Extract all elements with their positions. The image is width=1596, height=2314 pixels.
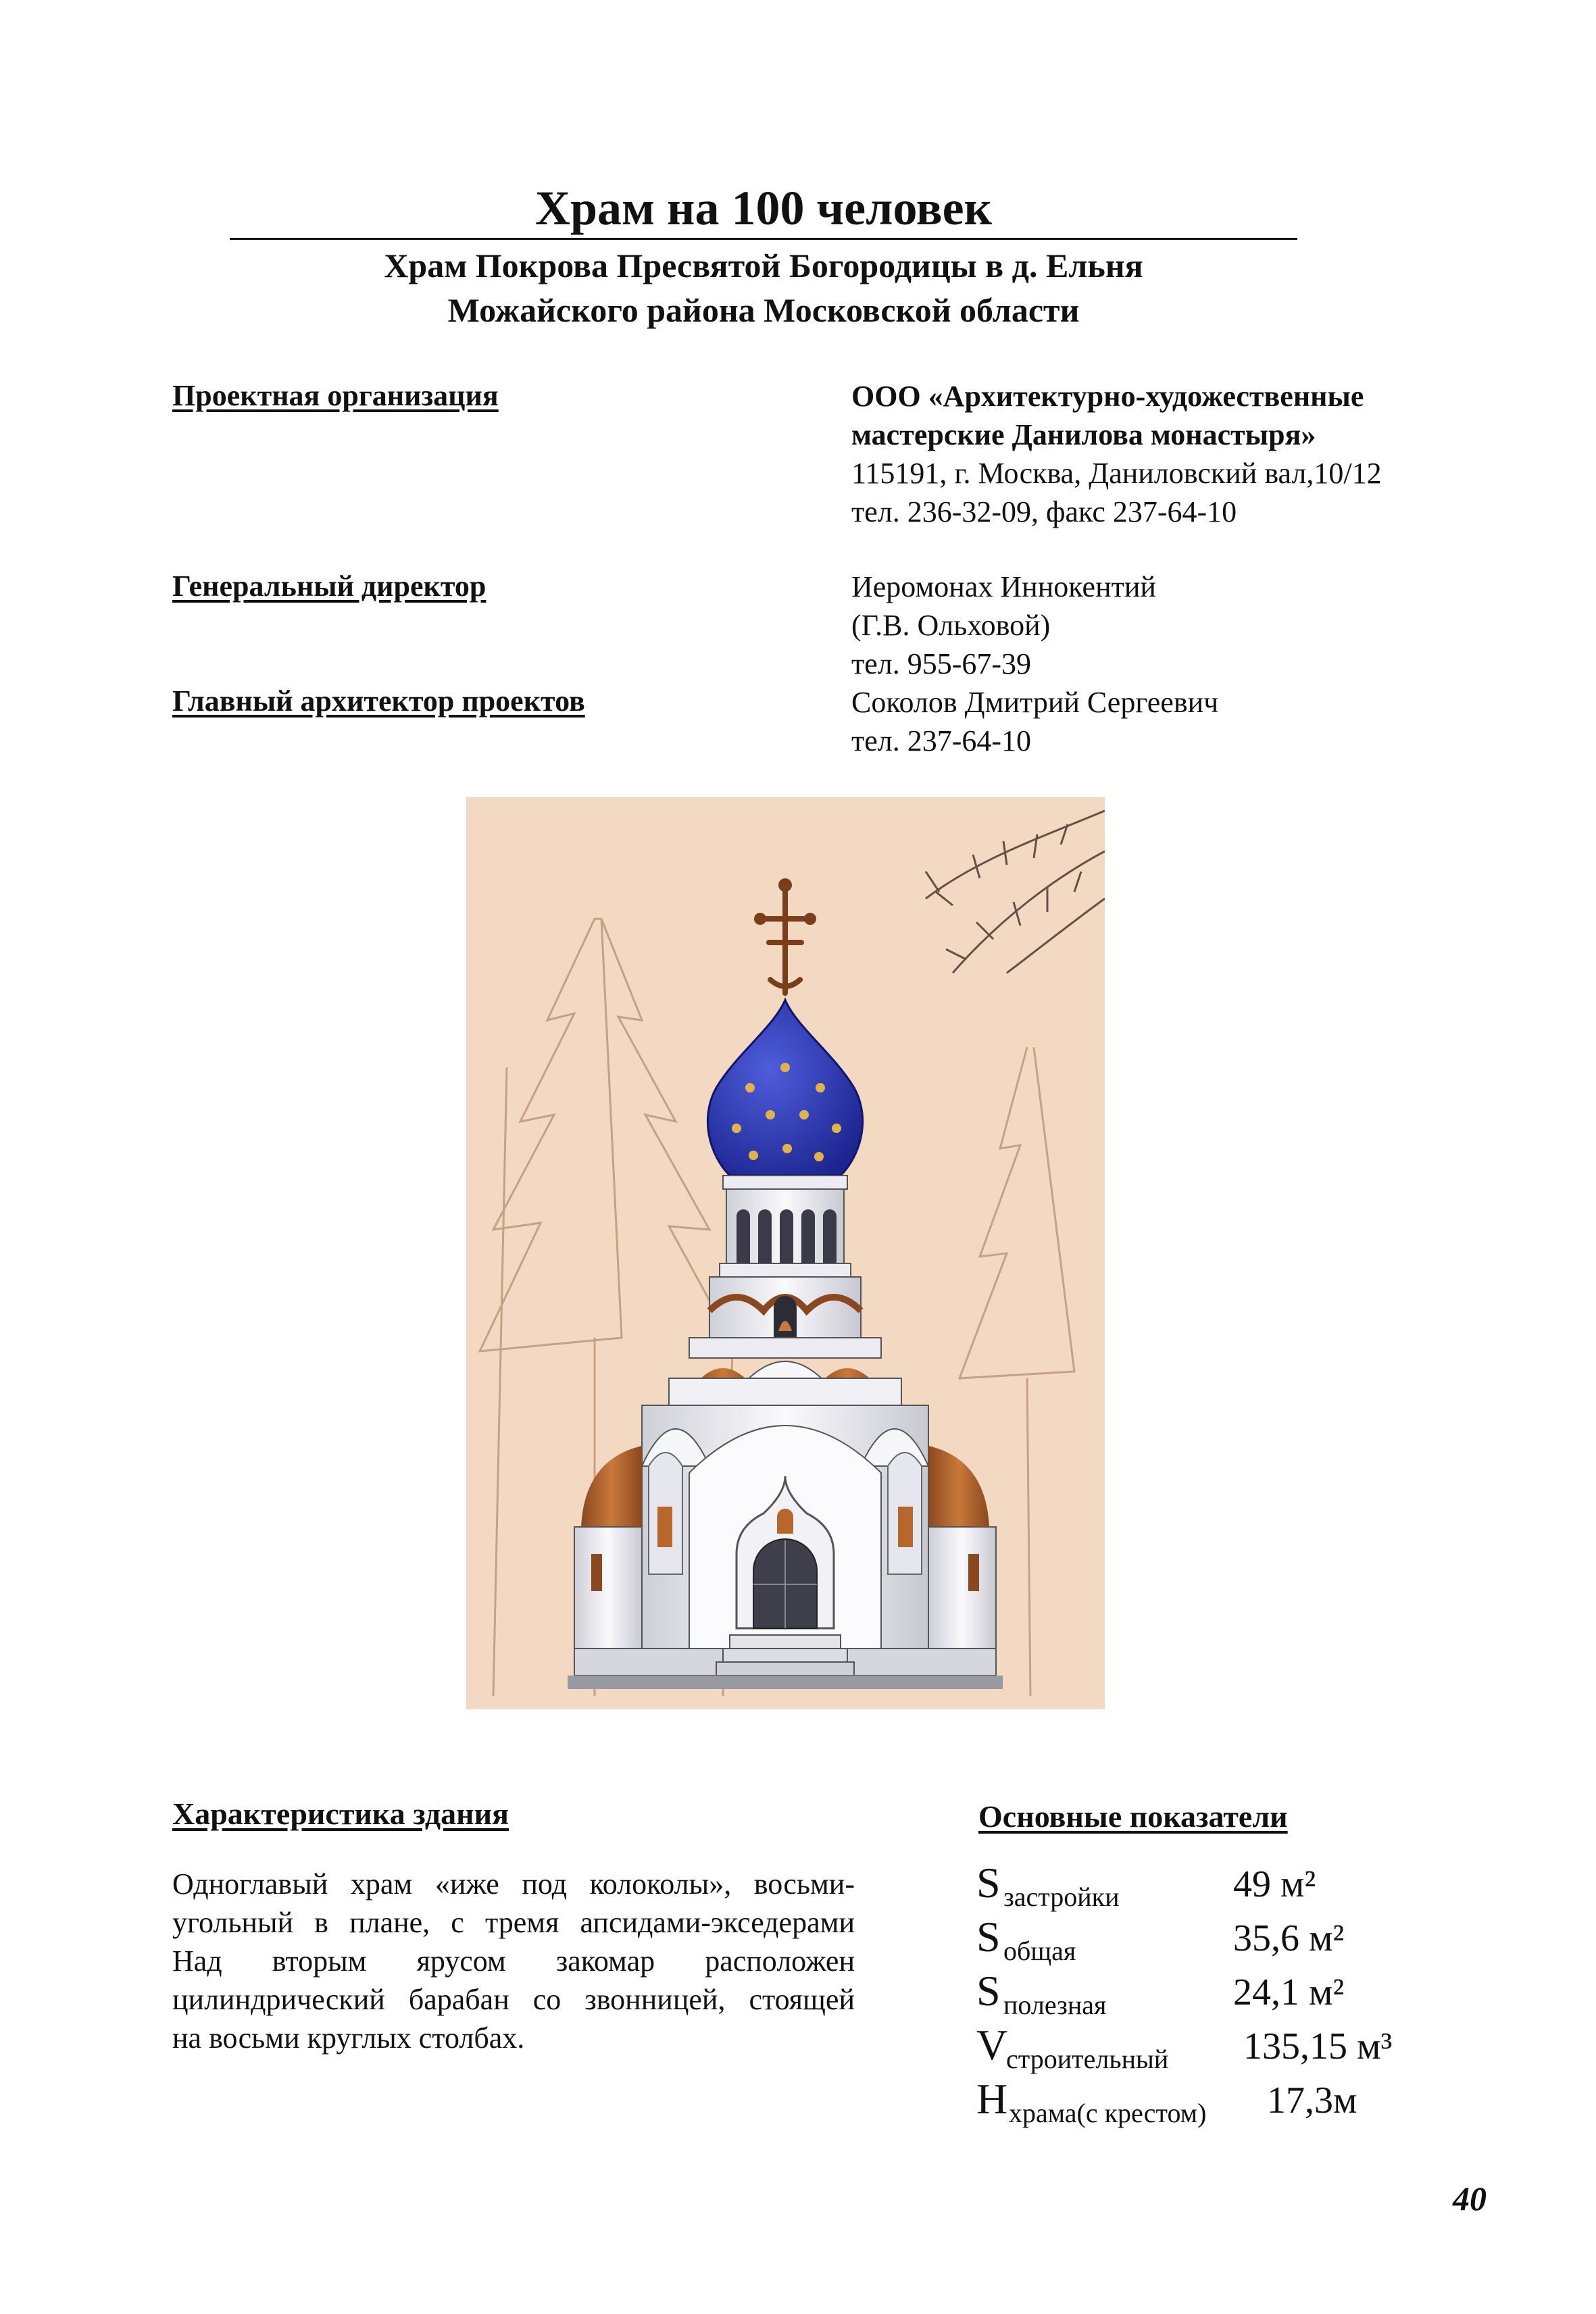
indicator-subscript: строительный	[1006, 2044, 1169, 2074]
indicator-value: 135,15 м³	[1243, 2026, 1393, 2067]
characteristics-line: Над вторым ярусом закомар расположен	[172, 1944, 855, 1978]
indicator-symbol: S	[976, 1967, 1001, 2015]
indicator-row	[976, 1859, 1449, 1913]
director-name-2: (Г.В. Ольховой)	[851, 609, 1051, 642]
characteristics-line: на восьми круглых столбах.	[172, 2021, 525, 2055]
architect-name: Соколов Дмитрий Сергеевич	[851, 686, 1219, 719]
indicator-symbol: S	[976, 1859, 1001, 1907]
subtitle-line-2: Можайского района Московской области	[447, 291, 1080, 329]
indicator-value: 24,1 м²	[1233, 1971, 1345, 2013]
church-illustration	[466, 797, 1105, 1709]
org-details	[851, 377, 1382, 531]
architect-details	[851, 683, 1218, 760]
characteristics-line: цилиндрический барабан со звонницей, стоящей	[172, 1983, 855, 2016]
director-label: Генеральный директор	[172, 570, 487, 603]
indicator-value: 17,3м	[1267, 2080, 1357, 2121]
indicator-row	[976, 1913, 1449, 1967]
org-label: Проектная организация	[172, 379, 499, 412]
indicators-heading: Основные показатели	[978, 1799, 1288, 1834]
director-details	[851, 568, 1156, 683]
page-subtitle	[230, 243, 1297, 332]
indicators-list	[976, 1859, 1449, 2130]
characteristics-line: угольный в плане, с тремя апсидами-экседерами	[172, 1906, 855, 1939]
architect-label: Главный архитектор проектов	[172, 684, 585, 718]
indicator-subscript: застройки	[1003, 1882, 1120, 1912]
indicator-symbol: H	[976, 2075, 1008, 2123]
architect-phone: тел. 237-64-10	[851, 724, 1032, 757]
indicator-subscript: полезная	[1003, 1990, 1107, 2020]
director-name: Иеромонах Иннокентий	[851, 570, 1156, 603]
director-phone: тел. 955-67-39	[851, 647, 1032, 680]
indicator-subscript: храма(с крестом)	[1009, 2098, 1207, 2128]
subtitle-line-1: Храм Покрова Пресвятой Богородицы в д. Ельня	[384, 247, 1143, 284]
indicator-row	[976, 2076, 1449, 2130]
org-name-line-1: ООО «Архитектурно-художественные	[851, 380, 1364, 413]
title-rule	[230, 238, 1297, 240]
characteristics-heading: Характеристика здания	[172, 1796, 509, 1831]
org-phone: тел. 236-32-09, факс 237-64-10	[851, 495, 1237, 528]
indicator-row	[976, 1967, 1449, 2021]
page-number: 40	[1453, 2180, 1487, 2217]
indicator-row	[976, 2021, 1449, 2076]
indicator-value: 35,6 м²	[1233, 1917, 1345, 1959]
characteristics-line: Одноглавый храм «иже под колоколы», восьми-	[172, 1867, 855, 1901]
indicator-symbol: S	[976, 1913, 1001, 1961]
page-title: Храм на 100 человек	[534, 181, 993, 235]
org-address: 115191, г. Москва, Даниловский вал,10/12	[851, 457, 1382, 490]
characteristics-text	[172, 1865, 855, 2057]
indicator-symbol: V	[976, 2021, 1008, 2069]
indicator-subscript: общая	[1003, 1936, 1076, 1966]
org-name-line-2: мастерские Данилова монастыря»	[851, 418, 1316, 451]
indicator-value: 49 м²	[1233, 1863, 1316, 1905]
